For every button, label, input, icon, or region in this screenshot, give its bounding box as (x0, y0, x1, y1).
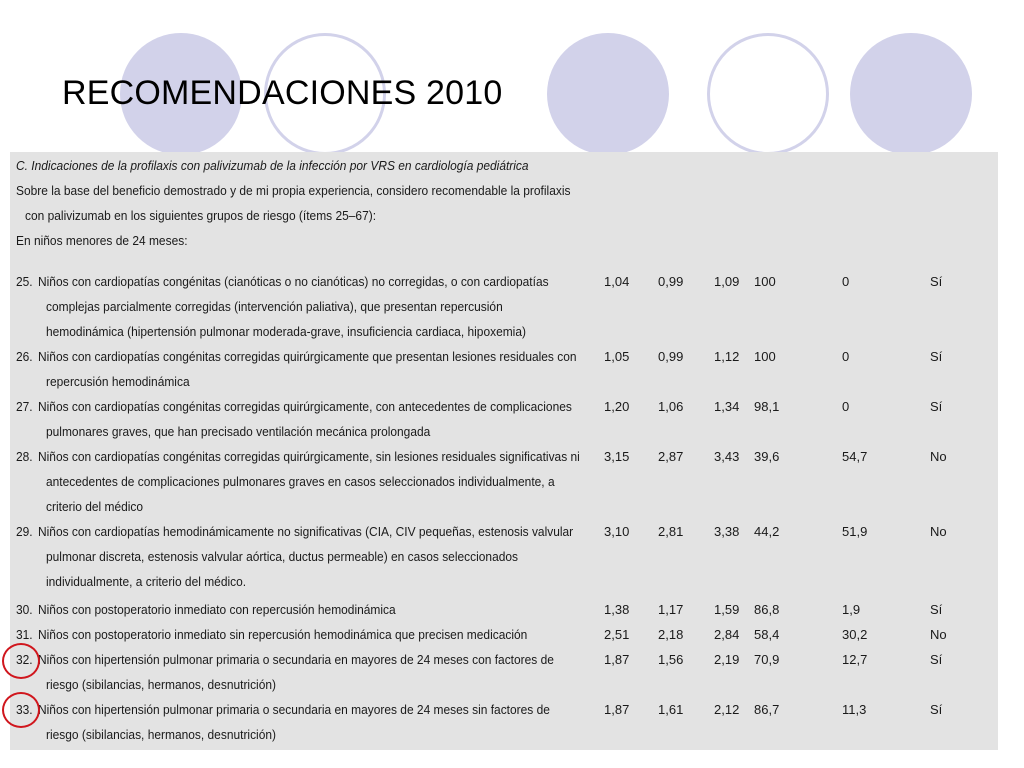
item-value-v3: 1,34 (714, 399, 740, 414)
item-number: 29. (16, 524, 33, 539)
item-value-v1: 1,87 (604, 702, 630, 717)
item-text: pulmonares graves, que han precisado ventilación mecánica prolongada (46, 424, 431, 439)
item-number: 30. (16, 602, 33, 617)
item-value-v4: 70,9 (754, 652, 780, 667)
decorative-circle (547, 33, 669, 155)
item-number: 31. (16, 627, 33, 642)
item-text: riesgo (sibilancias, hermanos, desnutrición) (46, 727, 277, 742)
item-value-v6: Sí (930, 399, 943, 414)
item-value-v2: 1,61 (658, 702, 684, 717)
item-number: 33. (16, 702, 33, 717)
item-text: Niños con cardiopatías congénitas corregidas quirúrgicamente, sin lesiones residuales significativas ni (38, 449, 580, 464)
item-number: 25. (16, 274, 33, 289)
item-text: Niños con postoperatorio inmediato sin repercusión hemodinámica que precisen medicación (38, 627, 528, 642)
item-value-v1: 1,04 (604, 274, 630, 289)
item-value-v6: No (930, 524, 947, 539)
item-text: antecedentes de complicaciones pulmonares graves en casos seleccionados individualmente, a (46, 474, 555, 489)
item-value-v1: 3,15 (604, 449, 630, 464)
item-number: 28. (16, 449, 33, 464)
item-value-v4: 39,6 (754, 449, 780, 464)
item-value-v3: 3,43 (714, 449, 740, 464)
item-text: Niños con cardiopatías congénitas (cianóticas o no cianóticas) no corregidas, o con cardiopatías (38, 274, 549, 289)
decorative-circle (707, 33, 829, 155)
item-value-v5: 0 (842, 274, 850, 289)
highlight-circle (2, 692, 40, 728)
item-value-v3: 3,38 (714, 524, 740, 539)
item-value-v6: Sí (930, 349, 943, 364)
item-text: Niños con cardiopatías hemodinámicamente no significativas (CIA, CIV pequeñas, estenosis valvular (38, 524, 574, 539)
item-value-v5: 0 (842, 399, 850, 414)
decorative-circle (850, 33, 972, 155)
item-value-v1: 2,51 (604, 627, 630, 642)
item-value-v3: 1,59 (714, 602, 740, 617)
item-value-v4: 44,2 (754, 524, 780, 539)
item-value-v3: 1,12 (714, 349, 740, 364)
item-value-v5: 1,9 (842, 602, 861, 617)
item-value-v5: 30,2 (842, 627, 868, 642)
intro-text: con palivizumab en los siguientes grupos de riesgo (ítems 25–67): (25, 208, 377, 223)
item-value-v2: 2,18 (658, 627, 684, 642)
item-text: riesgo (sibilancias, hermanos, desnutrición) (46, 677, 277, 692)
item-text: Niños con hipertensión pulmonar primaria o secundaria en mayores de 24 meses con factores de (38, 652, 554, 667)
item-value-v3: 1,09 (714, 274, 740, 289)
item-value-v6: Sí (930, 274, 943, 289)
item-value-v4: 86,8 (754, 602, 780, 617)
item-text: individualmente, a criterio del médico. (46, 574, 247, 589)
item-value-v5: 51,9 (842, 524, 868, 539)
item-value-v6: Sí (930, 652, 943, 667)
intro-text: Sobre la base del beneficio demostrado y de mi propia experiencia, considero recomendable la profilaxis (16, 183, 571, 198)
item-value-v3: 2,84 (714, 627, 740, 642)
item-value-v1: 1,20 (604, 399, 630, 414)
item-value-v1: 1,05 (604, 349, 630, 364)
item-value-v4: 100 (754, 349, 776, 364)
item-value-v4: 100 (754, 274, 776, 289)
item-value-v2: 1,06 (658, 399, 684, 414)
item-value-v1: 1,87 (604, 652, 630, 667)
item-value-v6: No (930, 449, 947, 464)
slide-title: RECOMENDACIONES 2010 (62, 74, 503, 112)
item-value-v5: 54,7 (842, 449, 868, 464)
item-text: repercusión hemodinámica (46, 374, 190, 389)
item-value-v2: 0,99 (658, 349, 684, 364)
item-text: hemodinámica (hipertensión pulmonar moderada-grave, insuficiencia cardiaca, hipoxemia) (46, 324, 526, 339)
item-value-v1: 1,38 (604, 602, 630, 617)
item-number: 26. (16, 349, 33, 364)
item-text: complejas parcialmente corregidas (intervención paliativa), que presentan repercusión (46, 299, 503, 314)
item-value-v2: 0,99 (658, 274, 684, 289)
item-text: Niños con hipertensión pulmonar primaria o secundaria en mayores de 24 meses sin factores de (38, 702, 550, 717)
item-value-v6: Sí (930, 702, 943, 717)
item-value-v6: Sí (930, 602, 943, 617)
intro-text: En niños menores de 24 meses: (16, 233, 188, 248)
item-value-v5: 12,7 (842, 652, 868, 667)
item-value-v6: No (930, 627, 947, 642)
item-value-v2: 2,81 (658, 524, 684, 539)
item-text: Niños con cardiopatías congénitas corregidas quirúrgicamente que presentan lesiones residuales con (38, 349, 577, 364)
item-number: 32. (16, 652, 33, 667)
item-value-v4: 86,7 (754, 702, 780, 717)
item-value-v5: 11,3 (842, 702, 867, 717)
item-value-v2: 1,56 (658, 652, 684, 667)
item-value-v4: 98,1 (754, 399, 780, 414)
item-value-v2: 1,17 (658, 602, 684, 617)
section-heading: C. Indicaciones de la profilaxis con palivizumab de la infección por VRS en cardiología pediátrica (16, 158, 529, 173)
item-value-v4: 58,4 (754, 627, 780, 642)
item-value-v3: 2,12 (714, 702, 740, 717)
item-value-v2: 2,87 (658, 449, 684, 464)
highlight-circle (2, 643, 40, 679)
item-text: Niños con cardiopatías congénitas corregidas quirúrgicamente, con antecedentes de complicaciones (38, 399, 572, 414)
item-text: criterio del médico (46, 499, 144, 514)
item-number: 27. (16, 399, 33, 414)
document-excerpt (10, 152, 998, 750)
item-value-v5: 0 (842, 349, 850, 364)
item-value-v3: 2,19 (714, 652, 740, 667)
item-value-v1: 3,10 (604, 524, 630, 539)
item-text: pulmonar discreta, estenosis valvular aórtica, ductus permeable) en casos seleccionados (46, 549, 519, 564)
item-text: Niños con postoperatorio inmediato con repercusión hemodinámica (38, 602, 396, 617)
